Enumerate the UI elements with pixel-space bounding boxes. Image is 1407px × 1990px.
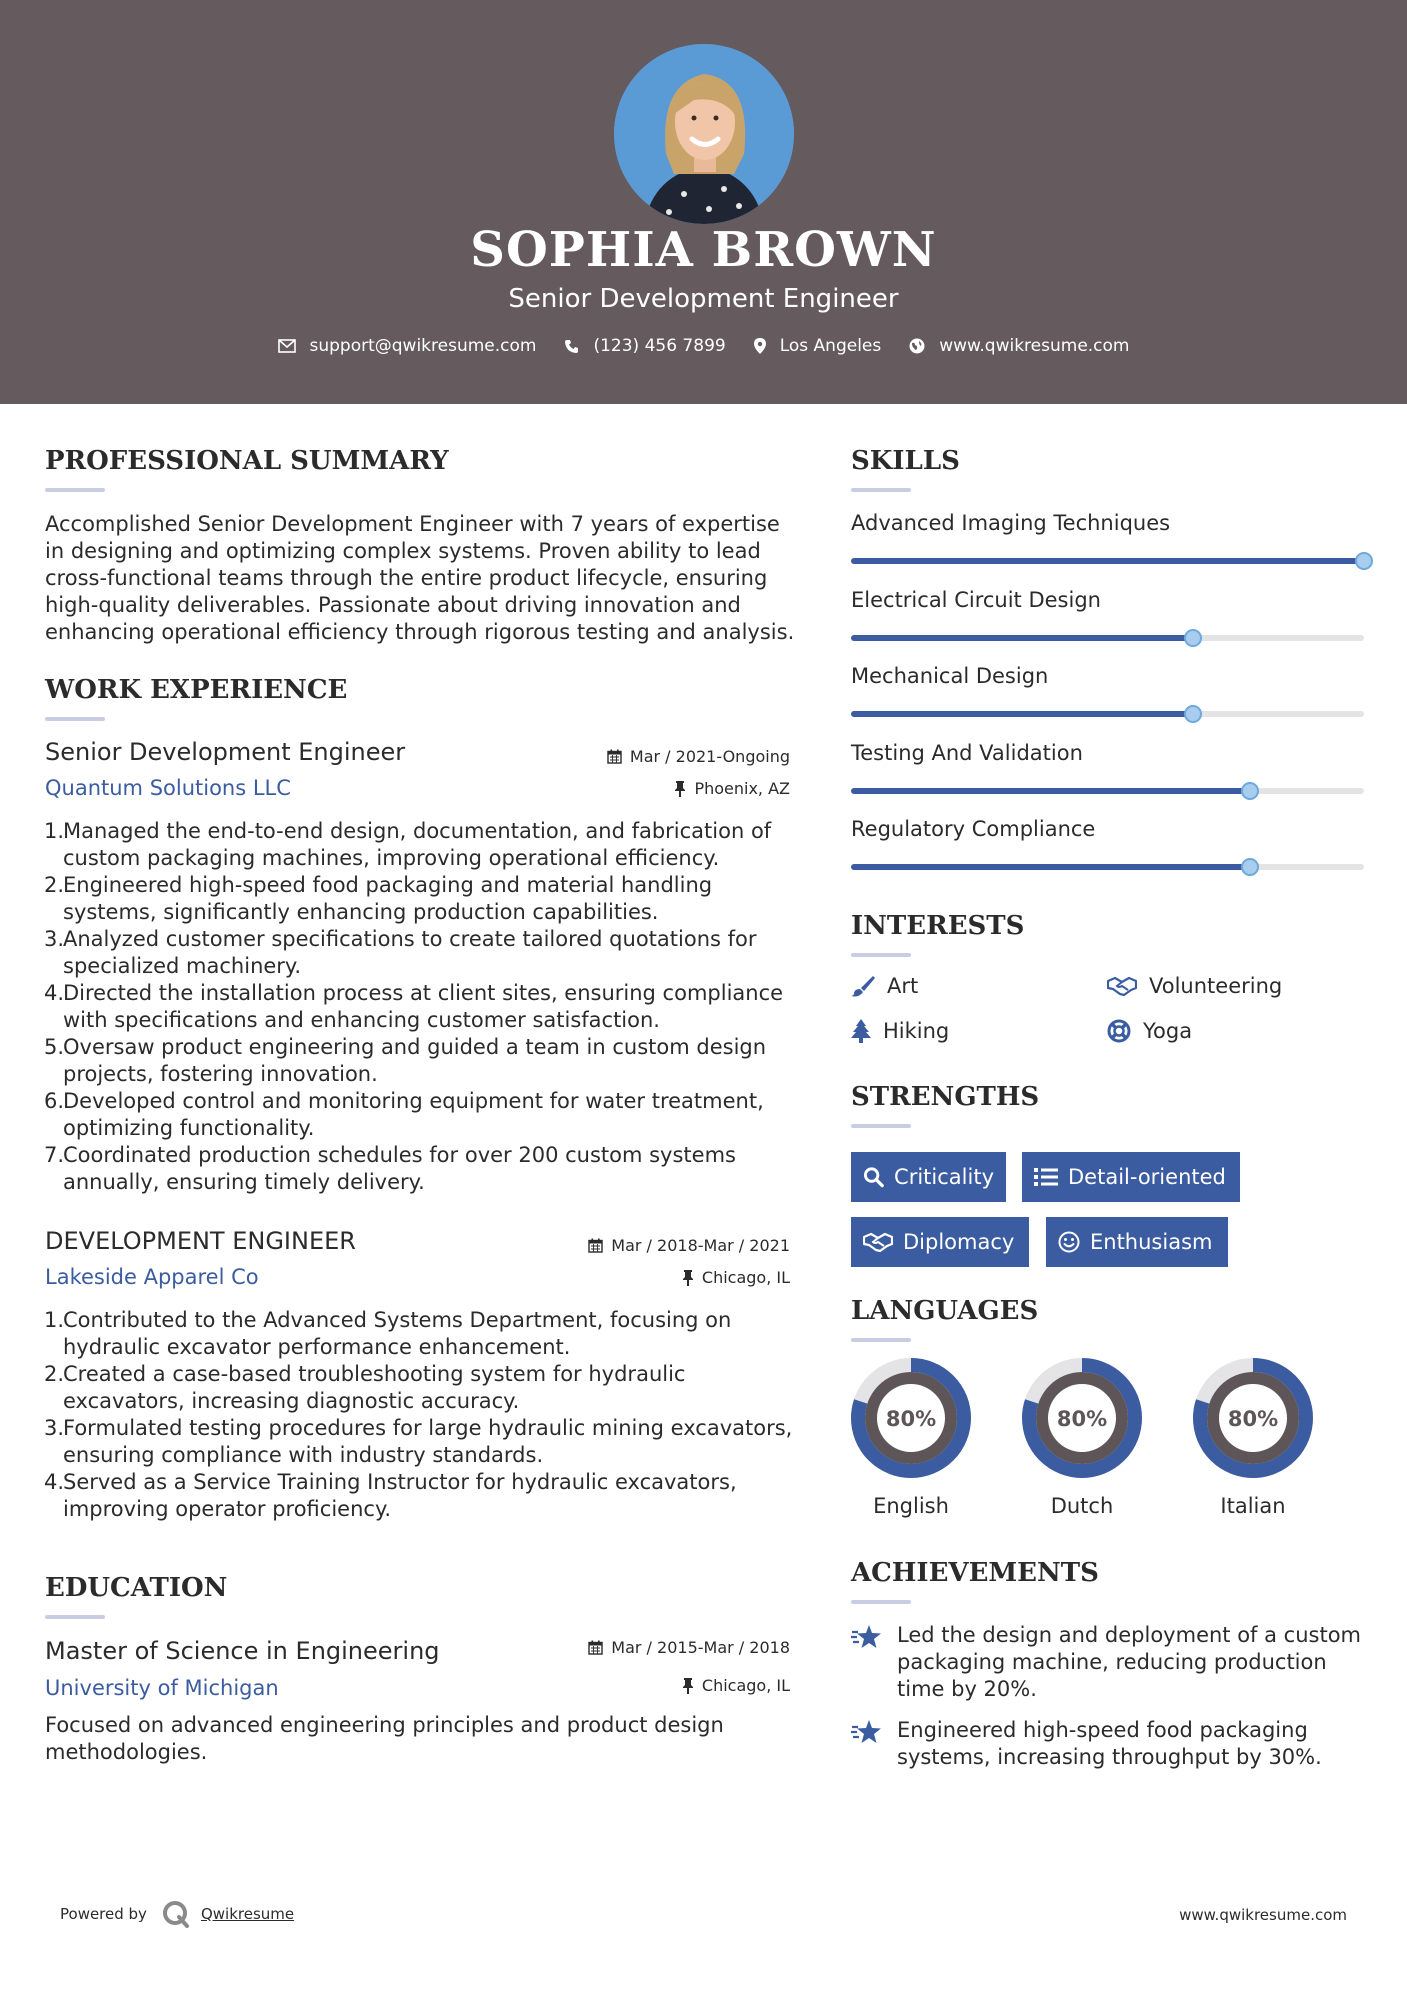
strength-chip-enthusiasm (1046, 1217, 1228, 1267)
duty-line: Directed the installation process at client sites, ensuring compliance (63, 981, 784, 1005)
duty-number: 1. (44, 819, 65, 843)
summary-line: in designing and optimizing complex systems. Proven ability to lead (45, 539, 761, 563)
profile-photo (614, 44, 794, 224)
achievements-heading-rule (851, 1600, 911, 1604)
strength-label: Enthusiasm (1090, 1230, 1213, 1254)
duty-line: specialized machinery. (63, 954, 302, 978)
skill-label: Advanced Imaging Techniques (851, 511, 1171, 535)
achievement-line: Led the design and deployment of a custom (897, 1623, 1361, 1647)
language-donut (849, 1356, 973, 1484)
job-dates (607, 747, 790, 766)
qwikresume-logo-icon (161, 1899, 191, 1929)
contact-website[interactable] (909, 336, 1129, 356)
job-dates-text: Mar / 2021-Ongoing (629, 747, 790, 766)
company-name[interactable]: Lakeside Apparel Co (45, 1265, 259, 1289)
calendar-icon (607, 749, 622, 764)
candidate-title: Senior Development Engineer (508, 284, 899, 314)
job-dates (588, 1236, 790, 1255)
skill-bar-knob (1241, 782, 1259, 800)
experience-heading: WORK EXPERIENCE (45, 675, 348, 705)
job-duties (44, 1307, 794, 1523)
duty-number: 4. (44, 1470, 65, 1494)
strength-label: Diplomacy (903, 1230, 1015, 1254)
achievement-item (851, 1717, 1371, 1771)
job-title: Senior Development Engineer (45, 738, 406, 766)
education-line: methodologies. (45, 1740, 208, 1764)
duty-item (44, 1142, 794, 1196)
education-heading: EDUCATION (45, 1573, 228, 1603)
star-badge-icon (851, 1719, 883, 1745)
duty-line: hydraulic excavator performance enhancement. (63, 1335, 571, 1359)
duty-number: 2. (44, 1362, 65, 1386)
duty-line: Served as a Service Training Instructor for hydraulic excavators, (63, 1470, 737, 1494)
strength-chip-diplomacy (851, 1217, 1029, 1267)
paintbrush-icon (851, 975, 875, 997)
job-location-text: Chicago, IL (701, 1268, 790, 1287)
interest-label: Hiking (883, 1019, 950, 1043)
achievements-heading: ACHIEVEMENTS (851, 1558, 1099, 1588)
contact-email-text: support@qwikresume.com (309, 336, 537, 356)
company-name[interactable]: Quantum Solutions LLC (45, 776, 291, 800)
school-name[interactable]: University of Michigan (45, 1676, 279, 1700)
duty-item (44, 1034, 794, 1088)
map-pin-icon (754, 338, 766, 354)
language-label: English (873, 1494, 949, 1518)
duty-number: 4. (44, 981, 65, 1005)
star-badge-icon (851, 1624, 883, 1650)
contact-bar (0, 336, 1407, 356)
duty-number: 3. (44, 1416, 65, 1440)
job-title: DEVELOPMENT ENGINEER (45, 1227, 356, 1255)
summary-line: Accomplished Senior Development Engineer with 7 years of expertise (45, 512, 780, 536)
duty-item (44, 1415, 794, 1469)
duty-line: Managed the end-to-end design, documentation, and fabrication of (63, 819, 772, 843)
skill-bar (851, 558, 1364, 564)
skills-heading: SKILLS (851, 446, 960, 476)
contact-phone-text: (123) 456 7899 (593, 336, 726, 356)
duty-number: 5. (44, 1035, 65, 1059)
duty-line: annually, ensuring timely delivery. (63, 1170, 425, 1194)
skill-label: Mechanical Design (851, 664, 1049, 688)
duty-line: custom packaging machines, improving operational efficiency. (63, 846, 720, 870)
globe-icon (909, 338, 925, 354)
duty-item (44, 1469, 794, 1523)
skill-bar-knob (1355, 552, 1373, 570)
contact-phone[interactable] (564, 336, 725, 356)
duty-number: 3. (44, 927, 65, 951)
summary-text (45, 511, 815, 646)
summary-heading: PROFESSIONAL SUMMARY (45, 446, 449, 476)
calendar-icon (588, 1640, 603, 1655)
interest-label: Volunteering (1149, 974, 1283, 998)
duty-line: Created a case-based troubleshooting system for hydraulic (63, 1362, 686, 1386)
pushpin-icon (674, 781, 686, 797)
skill-bar (851, 864, 1364, 870)
duty-line: Analyzed customer specifications to create tailored quotations for (63, 927, 757, 951)
smile-icon (1058, 1231, 1080, 1253)
skill-label: Regulatory Compliance (851, 817, 1096, 841)
education-line: Focused on advanced engineering principles and product design (45, 1713, 724, 1737)
languages-heading-rule (851, 1338, 911, 1342)
duty-number: 6. (44, 1089, 65, 1113)
duty-item (44, 980, 794, 1034)
job-location (682, 1268, 790, 1287)
skill-bar-fill (851, 635, 1193, 641)
duty-line: optimizing functionality. (63, 1116, 315, 1140)
language-percent: 80% (1227, 1407, 1279, 1431)
duty-line: Coordinated production schedules for over 200 custom systems (63, 1143, 736, 1167)
skill-bar (851, 635, 1364, 641)
skill-bar-knob (1241, 858, 1259, 876)
education-heading-rule (45, 1615, 105, 1619)
interest-volunteering (1107, 974, 1282, 998)
education-dates-text: Mar / 2015-Mar / 2018 (611, 1638, 790, 1657)
strength-label: Detail-oriented (1068, 1165, 1226, 1189)
achievement-line: time by 20%. (897, 1677, 1037, 1701)
language-donut (1191, 1356, 1315, 1484)
footer-website[interactable]: www.qwikresume.com (1179, 1906, 1347, 1924)
strengths-heading: STRENGTHS (851, 1082, 1040, 1112)
interests-heading-rule (851, 953, 911, 957)
handshake-icon (863, 1232, 893, 1252)
interest-hiking (851, 1019, 949, 1043)
experience-heading-rule (45, 717, 105, 721)
skill-bar-knob (1184, 629, 1202, 647)
duty-item (44, 1088, 794, 1142)
skill-bar (851, 711, 1364, 717)
education-location-text: Chicago, IL (701, 1676, 790, 1695)
duty-line: Contributed to the Advanced Systems Department, focusing on (63, 1308, 732, 1332)
contact-location (754, 336, 882, 356)
duty-line: excavators, increasing diagnostic accuracy. (63, 1389, 520, 1413)
pushpin-icon (682, 1678, 694, 1694)
skill-bar-knob (1184, 705, 1202, 723)
duty-number: 2. (44, 873, 65, 897)
skills-heading-rule (851, 488, 911, 492)
strength-chip-detail-oriented (1022, 1152, 1240, 1202)
languages-heading: LANGUAGES (851, 1296, 1039, 1326)
skill-bar-fill (851, 788, 1250, 794)
contact-email[interactable] (278, 336, 537, 356)
duty-item (44, 818, 794, 872)
search-icon (863, 1166, 884, 1188)
skill-bar-fill (851, 711, 1193, 717)
interests-heading: INTERESTS (851, 911, 1025, 941)
interest-label: Yoga (1143, 1019, 1193, 1043)
duty-line: projects, fostering innovation. (63, 1062, 378, 1086)
duty-line: systems, significantly enhancing production capabilities. (63, 900, 659, 924)
tree-icon (851, 1019, 871, 1043)
achievement-line: packaging machine, reducing production (897, 1650, 1327, 1674)
interest-label: Art (887, 974, 919, 998)
language-percent: 80% (1056, 1407, 1108, 1431)
duty-item (44, 872, 794, 926)
language-percent: 80% (885, 1407, 937, 1431)
duty-line: Developed control and monitoring equipment for water treatment, (63, 1089, 764, 1113)
strengths-heading-rule (851, 1124, 911, 1128)
interest-art (851, 974, 918, 998)
duty-line: improving operator proficiency. (63, 1497, 392, 1521)
handshake-icon (1107, 976, 1137, 996)
summary-line: enhancing operational efficiency through rigorous testing and analysis. (45, 620, 795, 644)
contact-website-text: www.qwikresume.com (939, 336, 1130, 356)
duty-number: 7. (44, 1143, 65, 1167)
duty-line: with specifications and enhancing customer satisfaction. (63, 1008, 660, 1032)
summary-heading-rule (45, 488, 105, 492)
qwikresume-link[interactable]: Qwikresume (200, 1905, 295, 1923)
phone-icon (564, 339, 579, 354)
education-location (682, 1676, 790, 1695)
candidate-name: SOPHIA BROWN (470, 222, 937, 278)
duty-item (44, 1307, 794, 1361)
contact-location-text: Los Angeles (779, 336, 882, 356)
life-ring-icon (1107, 1019, 1131, 1043)
duty-line: Engineered high-speed food packaging and material handling (63, 873, 713, 897)
footer-powered-by (60, 1899, 294, 1929)
powered-by-text: Powered by (60, 1905, 147, 1923)
achievement-line: systems, increasing throughput by 30%. (897, 1745, 1322, 1769)
summary-line: high-quality deliverables. Passionate about driving innovation and (45, 593, 741, 617)
skill-bar-fill (851, 864, 1250, 870)
skill-label: Electrical Circuit Design (851, 587, 1101, 612)
calendar-icon (588, 1238, 603, 1253)
education-dates (588, 1638, 790, 1657)
strength-label: Criticality (894, 1165, 994, 1189)
duty-line: Oversaw product engineering and guided a team in custom design (63, 1035, 767, 1059)
duty-line: ensuring compliance with industry standards. (63, 1443, 544, 1467)
envelope-icon (278, 339, 296, 353)
list-icon (1034, 1167, 1058, 1187)
job-duties (44, 818, 794, 1196)
duty-item (44, 926, 794, 980)
achievement-line: Engineered high-speed food packaging (897, 1718, 1308, 1742)
job-location (674, 779, 790, 798)
resume-header (0, 0, 1407, 404)
degree-title: Master of Science in Engineering (45, 1637, 440, 1665)
duty-line: Formulated testing procedures for large hydraulic mining excavators, (63, 1416, 793, 1440)
duty-number: 1. (44, 1308, 65, 1332)
skill-bar (851, 788, 1364, 794)
summary-line: cross-functional teams through the entire product lifecycle, ensuring (45, 566, 768, 590)
interest-yoga (1107, 1019, 1192, 1043)
language-label: Dutch (1050, 1494, 1114, 1518)
skill-bar-fill (851, 558, 1364, 564)
job-dates-text: Mar / 2018-Mar / 2021 (611, 1236, 790, 1255)
education-description (45, 1712, 805, 1766)
skill-label: Testing And Validation (851, 740, 1083, 765)
pushpin-icon (682, 1270, 694, 1286)
strength-chip-criticality (851, 1152, 1006, 1202)
duty-item (44, 1361, 794, 1415)
language-donut (1020, 1356, 1144, 1484)
achievement-item (851, 1622, 1371, 1703)
job-location-text: Phoenix, AZ (694, 779, 790, 798)
language-label: Italian (1220, 1494, 1286, 1518)
